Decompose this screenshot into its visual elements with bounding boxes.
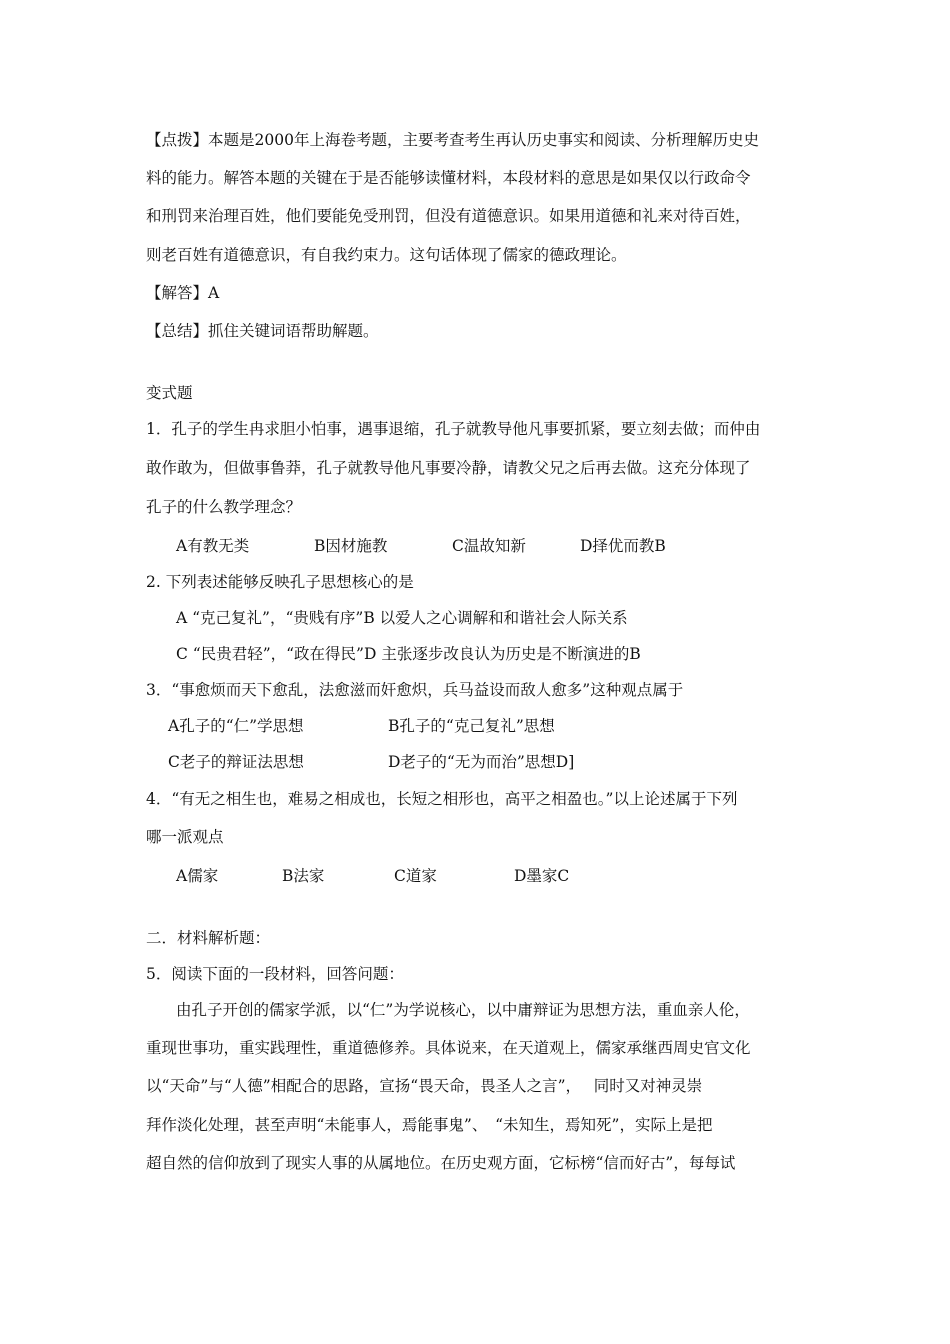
q1-option-b: B因材施教	[314, 537, 388, 555]
q3-option-a: A孔子的“仁”学思想	[168, 717, 304, 735]
q1-line: 1．孔子的学生冉求胆小怕事，遇事退缩，孔子就教导他凡事要抓紧，要立刻去做；而仲由	[146, 420, 761, 438]
q1-line: 敢作敢为，但做事鲁莽，孔子就教导他凡事要冷静，请教父兄之后再去做。这充分体现了	[146, 459, 751, 477]
q2-options-line: C “民贵君轻”，“政在得民”D 主张逐步改良认为历史是不断演进的B	[176, 645, 641, 663]
q4-option-c: C道家	[394, 867, 437, 885]
analysis-line: 【点拨】本题是2000年上海卷考题，主要考查考生再认历史事实和阅读、分析理解历史史	[146, 131, 759, 149]
summary-line: 【总结】抓住关键词语帮助解题。	[146, 322, 379, 340]
variants-heading: 变式题	[146, 384, 193, 402]
q4-option-a: A儒家	[176, 867, 219, 885]
q4-line: 哪一派观点	[146, 828, 224, 846]
analysis-line: 和刑罚来治理百姓，他们要能免受刑罚，但没有道德意识。如果用道德和礼来对待百姓，	[146, 207, 751, 225]
q5-stem: 5．阅读下面的一段材料，回答问题：	[146, 965, 404, 983]
q3-stem: 3．“事愈烦而天下愈乱，法愈滋而奸愈炽，兵马益设而敌人愈多”这种观点属于	[146, 681, 684, 699]
passage-line: 拜作淡化处理，甚至声明“未能事人，焉能事鬼”、 “未知生，焉知死”，实际上是把	[146, 1116, 713, 1134]
passage-line: 以“天命”与“人德”相配合的思路，宣扬“畏天命，畏圣人之言”， 同时又对神灵崇	[146, 1077, 703, 1095]
q3-option-b: B孔子的“克己复礼”思想	[388, 717, 555, 735]
q1-option-d: D择优而教B	[580, 537, 666, 555]
q1-option-c: C温故知新	[452, 537, 526, 555]
q4-option-b: B法家	[282, 867, 325, 885]
answer-line: 【解答】A	[146, 284, 220, 302]
q4-option-d: D墨家C	[514, 867, 570, 885]
passage-line: 超自然的信仰放到了现实人事的从属地位。在历史观方面，它标榜“信而好古”，每每试	[146, 1154, 736, 1172]
q1-option-a: A有教无类	[176, 537, 250, 555]
q1-line: 孔子的什么教学理念？	[146, 498, 302, 516]
analysis-line: 料的能力。解答本题的关键在于是否能够读懂材料，本段材料的意思是如果仅以行政命令	[146, 169, 751, 187]
q3-option-c: C老子的辩证法思想	[168, 753, 304, 771]
analysis-line: 则老百姓有道德意识，有自我约束力。这句话体现了儒家的德政理论。	[146, 246, 627, 264]
passage-line: 由孔子开创的儒家学派，以“仁”为学说核心，以中庸辩证为思想方法，重血亲人伦，	[176, 1001, 750, 1019]
part2-heading: 二．材料解析题：	[146, 929, 271, 947]
q3-option-d: D老子的“无为而治”思想D]	[388, 753, 575, 771]
q2-stem: 2. 下列表述能够反映孔子思想核心的是	[146, 573, 414, 591]
q2-options-line: A “克己复礼”，“贵贱有序”B 以爱人之心调解和和谐社会人际关系	[176, 609, 628, 627]
q4-line: 4．“有无之相生也，难易之相成也，长短之相形也，高平之相盈也。”以上论述属于下列	[146, 790, 738, 808]
passage-line: 重现世事功，重实践理性，重道德修养。具体说来，在天道观上，儒家承继西周史官文化	[146, 1039, 751, 1057]
